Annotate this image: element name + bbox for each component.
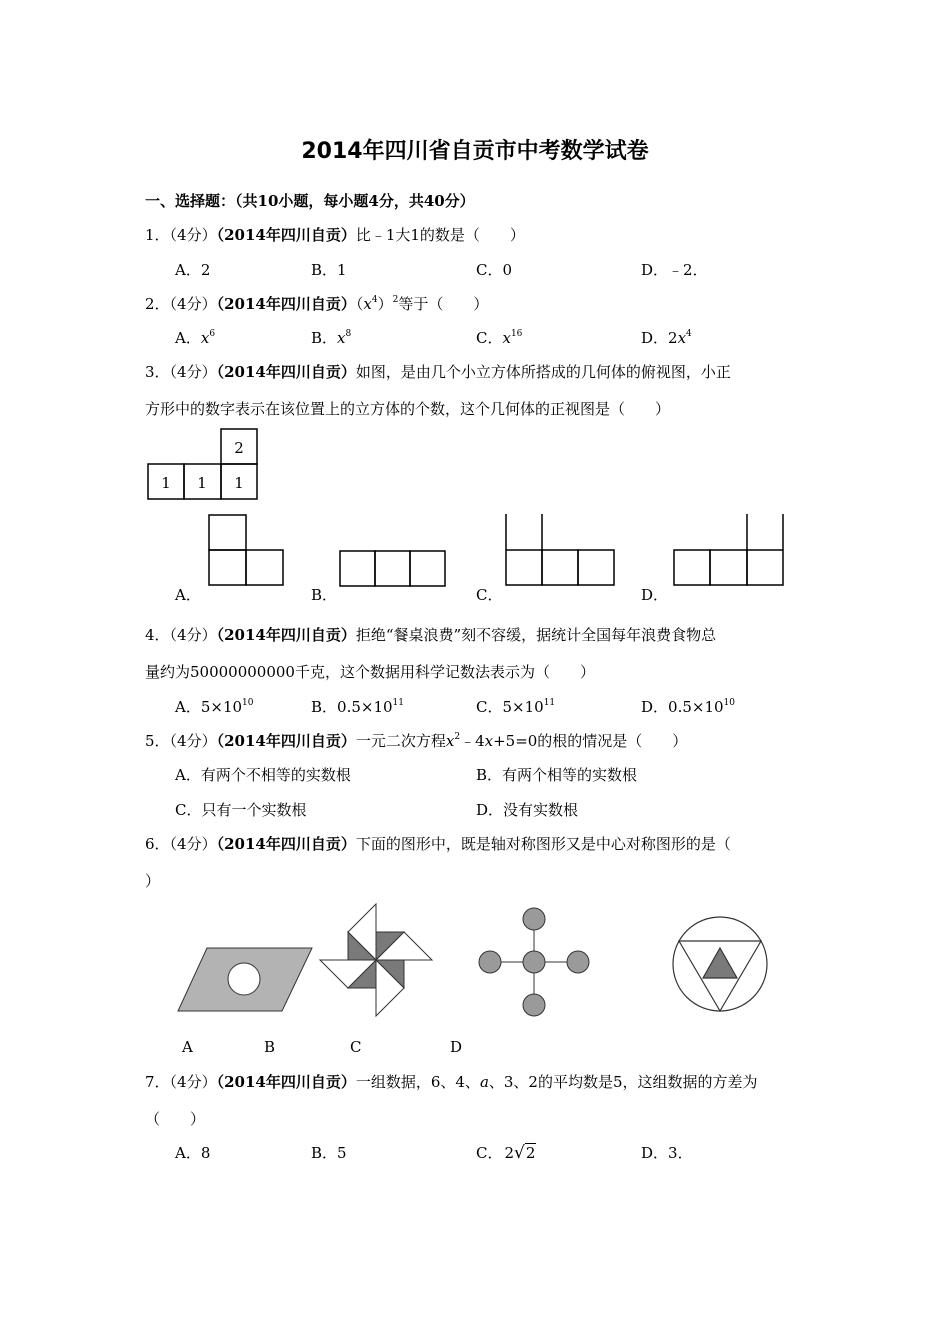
question-score: （4分）	[169, 1073, 217, 1091]
q6-label-c: C	[350, 1038, 362, 1056]
question-text: 如图，是由几个小立方体所搭成的几何体的俯视图，小正	[355, 363, 731, 381]
q4-option-a: A．$5\times 10^{10}$	[175, 698, 254, 716]
question-4	[145, 624, 716, 645]
question-number: 7．	[145, 1073, 170, 1091]
circle-triangle-figure	[670, 915, 770, 1015]
question-6	[145, 833, 731, 854]
question-number: 2．	[145, 295, 170, 313]
question-number: 3．	[145, 363, 170, 381]
math-variable: x	[445, 732, 455, 750]
question-7	[145, 1071, 758, 1092]
question-text: 一元二次方程	[355, 732, 446, 750]
question-3-line2: 方形中的数字表示在该位置上的立方体的个数，这个几何体的正视图是（ ）	[145, 400, 671, 418]
q4-option-b: B．$0.5\times 10^{11}$	[311, 698, 404, 716]
question-1	[145, 224, 525, 245]
q3-figure-a	[208, 514, 288, 589]
q6-label-a: A	[182, 1038, 193, 1056]
q5-option-b: B．有两个相等的实数根	[476, 766, 638, 784]
q2-option-a: A．$x^6$	[175, 329, 216, 347]
question-text: 、3、2的平均数是5，这组数据的方差为	[488, 1073, 758, 1091]
q2-option-d: D．$2x^4$	[641, 329, 692, 347]
question-source: （2014年四川自贡）	[216, 295, 356, 313]
q7-option-d: D．3．	[641, 1144, 693, 1162]
q3-option-d-label: D．	[641, 586, 669, 604]
q3-figure-d	[673, 514, 788, 589]
q4-option-c: C．$5\times 10^{11}$	[476, 698, 556, 716]
question-source: （2014年四川自贡）	[216, 363, 356, 381]
page-title: 2014年四川省自贡市中考数学试卷	[301, 139, 649, 164]
question-7-line2: （ ）	[145, 1110, 206, 1128]
question-score: （4分）	[169, 835, 217, 853]
parallelogram-with-circle-figure	[177, 945, 317, 1015]
exponent: 2	[392, 295, 399, 305]
question-source: （2014年四川自贡）	[216, 626, 356, 644]
q5-option-c: C．只有一个实数根	[175, 801, 307, 819]
question-number: 5．	[145, 732, 170, 750]
q1-option-c: C．0	[476, 261, 513, 279]
math-variable: x	[484, 732, 494, 750]
q1-option-d: D．﹣2．	[641, 261, 708, 279]
q3-figure-c	[505, 514, 620, 589]
q4-option-d: D．$0.5\times 10^{10}$	[641, 698, 735, 716]
question-6-line2: ）	[145, 872, 161, 890]
question-number: 1．	[145, 226, 170, 244]
math-variable: x	[363, 295, 372, 313]
q5-option-a: A．有两个不相等的实数根	[175, 766, 351, 784]
question-5	[145, 730, 687, 751]
radical-expression: 2√2	[504, 1143, 536, 1163]
top-view-grid	[147, 428, 262, 502]
section-heading: 一、选择题：（共10小题，每小题4分，共40分）	[145, 192, 475, 210]
q3-figure-b	[339, 550, 451, 590]
q6-label-d: D	[450, 1038, 463, 1056]
exponent: 4	[371, 295, 378, 305]
q5-option-d: D．没有实数根	[476, 801, 579, 819]
question-4-line2: 量约为50000000000千克，这个数据用科学记数法表示为（ ）	[145, 663, 595, 681]
q7-option-c: C． 2√2	[476, 1143, 536, 1163]
question-text: ﹣4	[460, 732, 485, 750]
question-text: 一组数据，6、4、	[355, 1073, 480, 1091]
question-3	[145, 361, 731, 382]
question-text: 比﹣1大1的数是（ ）	[355, 226, 525, 244]
pinwheel-figure	[318, 902, 434, 1018]
q1-option-a: A．2	[175, 261, 211, 279]
question-score: （4分）	[169, 626, 217, 644]
question-source: （2014年四川自贡）	[216, 835, 356, 853]
question-text: ）	[377, 295, 393, 313]
grid-cell-value: 1	[197, 474, 207, 492]
q3-option-a-label: A．	[175, 586, 201, 604]
question-text: +5=0的根的情况是（ ）	[493, 732, 688, 750]
q7-option-a: A．8	[175, 1144, 211, 1162]
q3-option-c-label: C．	[476, 586, 503, 604]
question-number: 4．	[145, 626, 170, 644]
q3-option-b-label: B．	[311, 586, 338, 604]
question-2	[145, 293, 488, 314]
question-score: （4分）	[169, 363, 217, 381]
question-text: 下面的图形中，既是轴对称图形又是中心对称图形的是（	[355, 835, 731, 853]
exponent: 2	[454, 732, 461, 742]
question-text: 等于（ ）	[398, 295, 489, 313]
question-source: （2014年四川自贡）	[216, 1073, 356, 1091]
question-score: （4分）	[169, 295, 217, 313]
q1-option-b: B．1	[311, 261, 347, 279]
question-text: 拒绝“餐桌浪费”刻不容缓，据统计全国每年浪费食物总	[355, 626, 717, 644]
cross-nodes-figure	[476, 905, 596, 1021]
question-score: （4分）	[169, 226, 217, 244]
q2-option-b: B．$x^8$	[311, 329, 352, 347]
grid-cell-value: 2	[234, 439, 244, 457]
question-text: （	[355, 295, 364, 313]
grid-cell-value: 1	[234, 474, 244, 492]
grid-cell-value: 1	[161, 474, 171, 492]
q7-option-b: B．5	[311, 1144, 347, 1162]
q6-label-b: B	[264, 1038, 276, 1056]
question-source: （2014年四川自贡）	[216, 732, 356, 750]
math-variable: a	[479, 1073, 489, 1091]
question-source: （2014年四川自贡）	[216, 226, 356, 244]
question-number: 6．	[145, 835, 170, 853]
question-score: （4分）	[169, 732, 217, 750]
q2-option-c: C．$x^{16}$	[476, 329, 523, 347]
